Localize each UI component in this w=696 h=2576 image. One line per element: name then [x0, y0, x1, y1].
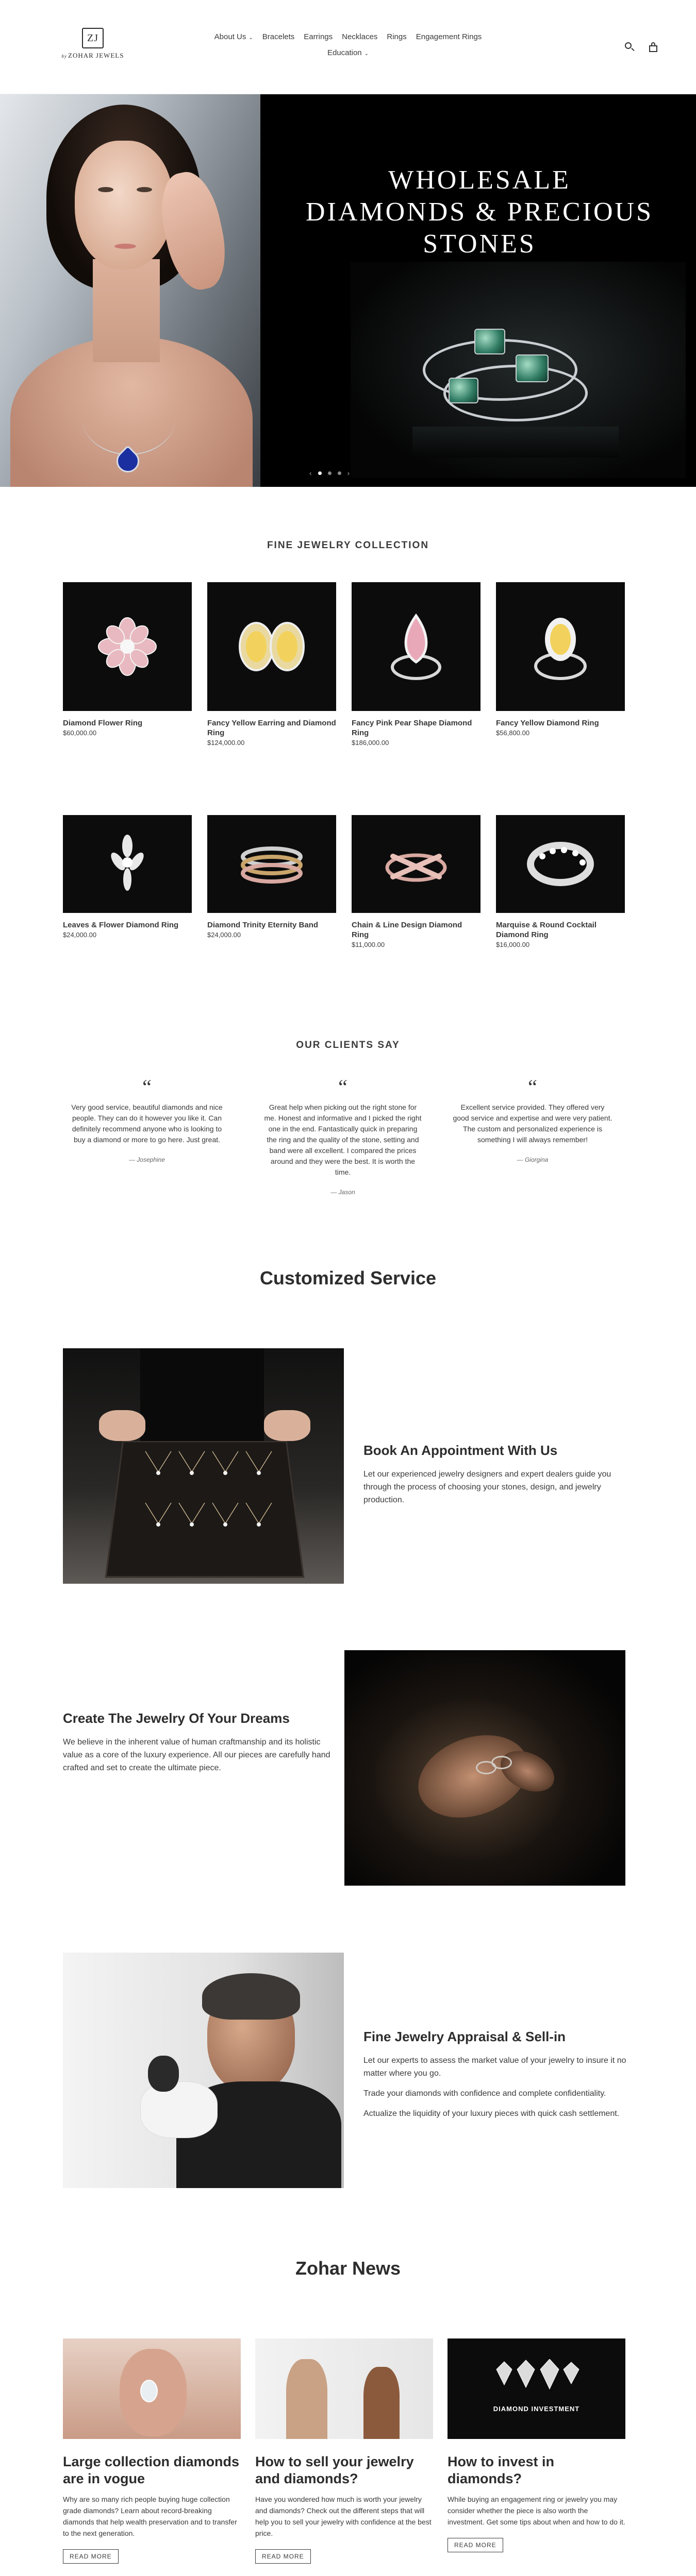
appointment-block: [363, 1443, 632, 1514]
testimonial: [67, 1075, 227, 1165]
product-image: [63, 815, 192, 913]
logo[interactable]: [61, 28, 125, 60]
quote-icon: “: [142, 1075, 152, 1098]
customized-service: [0, 1267, 696, 2258]
product-price: $16,000.00: [496, 941, 530, 948]
news-image-caption: DIAMOND INVESTMENT: [493, 2405, 580, 2413]
service-title: Customized Service: [259, 1267, 437, 1289]
chevron-right-icon[interactable]: ›: [347, 469, 350, 477]
testimonial-text: Great help when picking out the right stone for me. Honest and informative and I picked the right one in the end. Fantastically quick in preparing the ring and the quality of the stone, setting and band were all excellent. I compared the prices around and they were the best. It is worth the time.: [264, 1103, 422, 1176]
chevron-down-icon: ⌄: [364, 51, 369, 57]
testimonial-text: Very good service, beautiful diamonds and nice people. They can do it however you like it. Can definitely recommend anyone who is looking to buy a diamond or more to go here. Just great.: [71, 1103, 223, 1144]
testimonial-author: — Jason: [330, 1189, 355, 1196]
product-image: [352, 582, 480, 711]
chevron-down-icon: ⌄: [248, 35, 253, 41]
product-price: $60,000.00: [63, 729, 97, 737]
chevron-left-icon[interactable]: ‹: [309, 469, 312, 477]
testimonial: [453, 1075, 612, 1165]
appraisal-block: [363, 2029, 632, 2127]
quote-icon: “: [528, 1075, 537, 1098]
product-price: $186,000.00: [352, 739, 389, 747]
nav-education-label: Education: [327, 48, 362, 57]
news-heading[interactable]: Large collection diamonds are in vogue: [63, 2454, 240, 2486]
slide-dot-3[interactable]: [338, 471, 341, 475]
product-price: $24,000.00: [207, 931, 241, 939]
create-jewelry-block: [63, 1710, 331, 1782]
product-price: $56,800.00: [496, 729, 530, 737]
logo-text: [61, 52, 125, 60]
search-icon[interactable]: [624, 41, 635, 53]
news-article: [448, 2338, 625, 2552]
hero-ring-image: [351, 262, 686, 478]
product-title: Fancy Yellow Earring and Diamond Ring: [207, 719, 336, 737]
product-grid-row-1: [63, 582, 625, 747]
product-card[interactable]: [207, 815, 336, 948]
nav-about-us[interactable]: [214, 32, 253, 41]
news-heading[interactable]: How to invest in diamonds?: [448, 2454, 555, 2486]
testimonials-title: OUR CLIENTS SAY: [296, 1040, 400, 1050]
appointment-heading: Book An Appointment With Us: [363, 1443, 558, 1458]
news-image[interactable]: [63, 2338, 241, 2439]
cart-icon[interactable]: [648, 41, 659, 53]
testimonial-author: — Josephine: [128, 1156, 165, 1163]
product-title: Fancy Pink Pear Shape Diamond Ring: [352, 719, 472, 737]
hero-title-line1: WHOLESALE: [388, 165, 571, 195]
news-excerpt: While buying an engagement ring or jewelry you may consider whether the piece is also worth the investment. Get some tips about when and how to do it.: [448, 2495, 625, 2526]
nav-rings[interactable]: Rings: [387, 32, 407, 41]
slide-dot-2[interactable]: [328, 471, 332, 475]
logo-mark: ZJ: [82, 28, 104, 48]
appraisal-image: [63, 1953, 344, 2188]
news-title: Zohar News: [295, 2258, 401, 2279]
nav-necklaces[interactable]: Necklaces: [342, 32, 378, 41]
appraisal-text-1: Let our experts to assess the market value of your jewelry to insure it no matter where you go.: [363, 2056, 626, 2078]
appointment-image: [63, 1348, 344, 1584]
logo-name: ZOHAR JEWELS: [68, 52, 124, 59]
product-card[interactable]: [352, 582, 480, 747]
slide-dot-1[interactable]: [318, 471, 322, 475]
create-jewelry-heading: Create The Jewelry Of Your Dreams: [63, 1710, 290, 1726]
product-price: $24,000.00: [63, 931, 97, 939]
nav-earrings[interactable]: Earrings: [304, 32, 333, 41]
nav-bracelets[interactable]: Bracelets: [262, 32, 295, 41]
news-excerpt: Why are so many rich people buying huge collection grade diamonds? Learn about record-breaking diamonds that help wealth preservation and to transfer to the next generation.: [63, 2495, 237, 2537]
news-article: [63, 2338, 241, 2564]
product-image: [63, 582, 192, 711]
logo-prefix: by: [61, 54, 68, 59]
craftsman-image: [344, 1650, 625, 1886]
product-card[interactable]: [63, 582, 192, 747]
site-header: [0, 0, 696, 94]
testimonials: [0, 1025, 696, 1267]
product-card[interactable]: [207, 582, 336, 747]
hero-title-line3: STONES: [423, 229, 536, 259]
product-title: Marquise & Round Cocktail Diamond Ring: [496, 921, 597, 939]
read-more-button[interactable]: READ MORE: [448, 2538, 503, 2552]
product-card[interactable]: [496, 582, 625, 747]
main-nav: [155, 32, 541, 64]
product-card[interactable]: [63, 815, 192, 948]
news-image[interactable]: [255, 2338, 433, 2439]
hero-title: [278, 164, 681, 260]
product-price: $124,000.00: [207, 739, 245, 747]
product-title: Diamond Trinity Eternity Band: [207, 921, 319, 929]
news-article: [255, 2338, 433, 2564]
product-price: $11,000.00: [352, 941, 385, 948]
product-title: Leaves & Flower Diamond Ring: [63, 921, 179, 929]
product-title: Diamond Flower Ring: [63, 719, 143, 727]
hero-slideshow: [0, 94, 696, 487]
nav-education[interactable]: [327, 48, 369, 57]
quote-icon: “: [338, 1075, 347, 1098]
appraisal-text-3: Actualize the liquidity of your luxury pieces with quick cash settlement.: [363, 2109, 620, 2118]
news-image[interactable]: [448, 2338, 625, 2439]
nav-engagement-rings[interactable]: Engagement Rings: [416, 32, 482, 41]
news-heading[interactable]: How to sell your jewelry and diamonds?: [255, 2454, 414, 2486]
appraisal-text-2: Trade your diamonds with confidence and complete confidentiality.: [363, 2089, 606, 2098]
product-image: [496, 815, 625, 913]
hero-title-line2: DIAMONDS & PRECIOUS: [305, 197, 654, 227]
product-grid-row-2: [63, 815, 625, 948]
product-image: [207, 815, 336, 913]
appointment-text: Let our experienced jewelry designers and expert dealers guide you through the process of choosing your stones, design, and jewelry production.: [363, 1470, 611, 1504]
collection-title: FINE JEWELRY COLLECTION: [267, 540, 429, 551]
create-jewelry-text: We believe in the inherent value of human craftmanship and its holistic value as a core of the luxury experience. All our pieces are carefully hand crafted and set to create the ultimate piece.: [63, 1738, 330, 1772]
read-more-button[interactable]: READ MORE: [255, 2549, 311, 2564]
testimonial: [263, 1075, 423, 1198]
testimonial-text: Excellent service provided. They offered very good service and expertise and were very patient. The custom and personalized experience is something I will always remember!: [453, 1103, 612, 1144]
product-title: Fancy Yellow Diamond Ring: [496, 719, 599, 727]
testimonial-author: — Giorgina: [517, 1156, 549, 1163]
hero-model-image: [0, 94, 260, 487]
nav-about-us-label: About Us: [214, 32, 246, 41]
product-card[interactable]: [352, 815, 480, 948]
product-image: [352, 815, 480, 913]
news-excerpt: Have you wondered how much is worth your jewelry and diamonds? Check out the different steps that will help you to sell your jewelry with confidence at the best price.: [255, 2495, 432, 2537]
slideshow-controls: [309, 469, 350, 477]
product-image: [496, 582, 625, 711]
header-icons: [624, 41, 659, 53]
appraisal-heading: Fine Jewelry Appraisal & Sell-in: [363, 2029, 566, 2044]
read-more-button[interactable]: READ MORE: [63, 2549, 119, 2564]
product-title: Chain & Line Design Diamond Ring: [352, 921, 462, 939]
fine-jewelry-collection: [0, 487, 696, 1025]
zohar-news: [0, 2258, 696, 2576]
product-image: [207, 582, 336, 711]
product-card[interactable]: [496, 815, 625, 948]
